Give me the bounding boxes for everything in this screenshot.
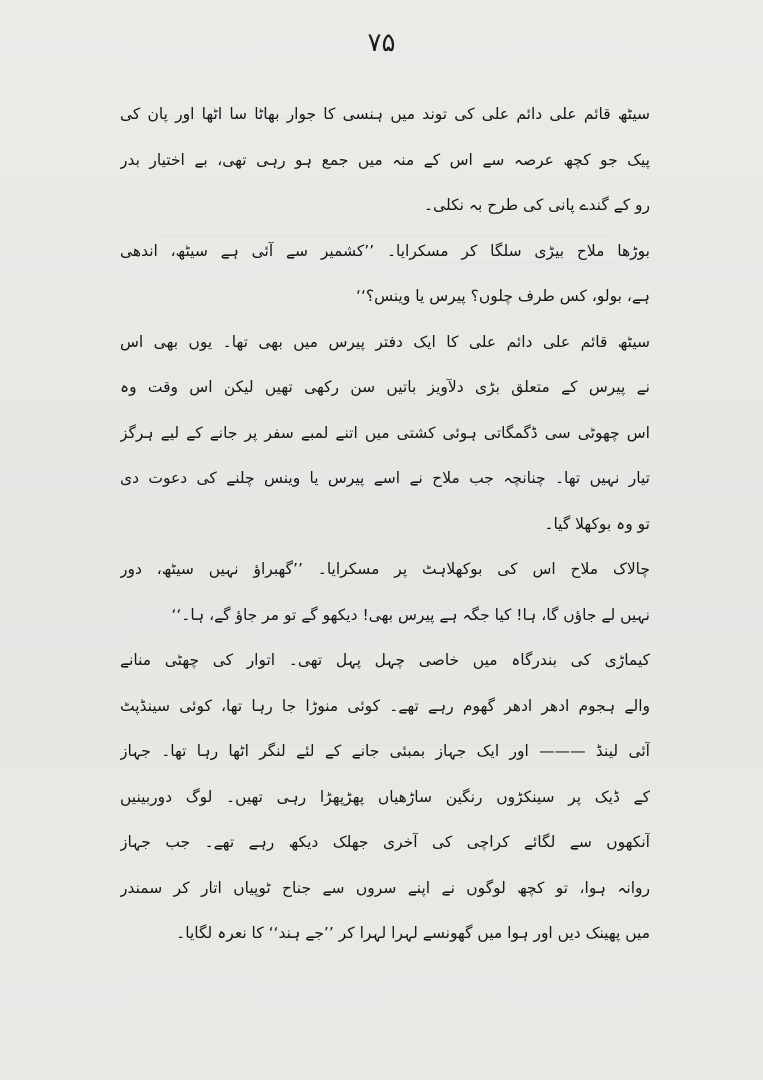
paragraph-4 — [120, 547, 650, 638]
text-line: تیار نہیں تھا۔ چنانچہ جب ملاح نے اسے پیرس یا وینس چلنے کی دعوت دی — [120, 469, 650, 487]
text-line: سیٹھ قائم علی دائم علی کا ایک دفتر پیرس میں بھی تھا۔ یوں بھی اس — [120, 332, 650, 351]
paragraph-3 — [120, 320, 650, 548]
text-line: والے ہجوم ادھر ادھر گھوم رہے تھے۔ کوئی منوڑا جا رہا تھا، کوئی سینڈپٹ — [120, 696, 650, 715]
text-line: سیٹھ قائم علی دائم علی کی توند میں ہنسی کا جوار بھاٹا سا اٹھا اور پان کی — [120, 105, 650, 123]
text-line: آنکھوں سے لگائے کراچی کی آخری جھلک دیکھ رہے تھے۔ جب جہاز — [120, 833, 650, 851]
text-line: کے ڈیک پر سینکڑوں رنگین ساڑھیاں پھڑپھڑا رہی تھیں۔ لوگ دوربینیں — [120, 787, 650, 806]
text-line: کیماڑی کی بندرگاہ میں خاصی چہل پہل تھی۔ اتوار کی چھٹی منانے — [120, 651, 650, 669]
text-line: تو وہ بوکھلا گیا۔ — [544, 514, 650, 533]
paragraph-2 — [120, 229, 650, 320]
text-line: نے پیرس کے متعلق بڑی دلآویز باتیں سن رکھی تھیں لیکن اس وقت وہ — [120, 378, 650, 396]
text-line: آئی لینڈ ——— اور ایک جہاز بمبئی جانے کے لئے لنگر اٹھا رہا تھا۔ جہاز — [120, 742, 650, 760]
page-text — [120, 92, 650, 957]
text-line: اس چھوٹی سی ڈگمگاتی ہوئی کشتی میں اتنے لمبے سفر پر جانے کے لیے ہرگز — [120, 423, 650, 442]
text-line: ہے، بولو، کس طرف چلوں؟ پیرس یا وینس؟‘‘ — [356, 287, 650, 305]
page-number: ۷۵ — [367, 28, 396, 58]
paragraph-1 — [120, 92, 650, 229]
text-line: پیک جو کچھ عرصہ سے اس کے منہ میں جمع ہو رہی تھی، بے اختیار بدر — [120, 150, 650, 169]
text-line: رو کے گندے پانی کی طرح بہ نکلی۔ — [423, 196, 650, 214]
text-line: روانہ ہوا، تو کچھ لوگوں نے اپنے سروں سے جناح ٹوپیاں اتار کر سمندر — [120, 878, 650, 897]
paragraph-5 — [120, 638, 650, 957]
text-line: بوڑھا ملاح بیڑی سلگا کر مسکرایا۔ ’’کشمیر سے آئی ہے سیٹھ، اندھی — [120, 241, 650, 260]
text-line: میں پھینک دیں اور ہوا میں گھونسے لہرا لہرا کر ’’جے ہند‘‘ کا نعرہ لگایا۔ — [176, 924, 650, 942]
text-line: چالاک ملاح اس کی بوکھلاہٹ پر مسکرایا۔ ’’گھبراؤ نہیں سیٹھ، دور — [120, 560, 650, 578]
text-line: نہیں لے جاؤں گا، ہا! کیا جگہ ہے پیرس بھی! دیکھو گے تو مر جاؤ گے، ہا۔‘‘ — [171, 605, 650, 624]
